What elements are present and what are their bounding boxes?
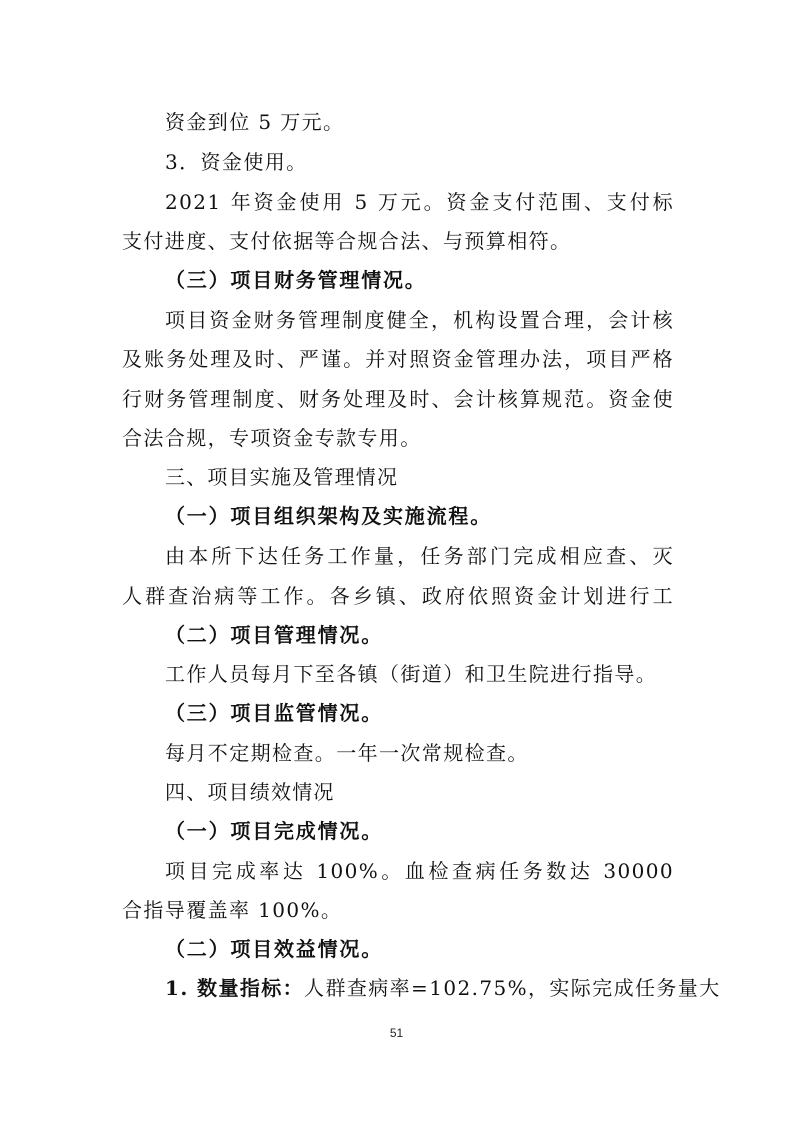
paragraph-supervision: 每月不定期检查。一年一次常规检查。: [165, 741, 529, 765]
chapter-heading-performance: 四、项目绩效情况: [165, 780, 335, 804]
section-heading-completion: （一）项目完成情况。: [165, 819, 383, 843]
paragraph-quantity-indicator: [165, 974, 721, 1002]
section-heading-benefits: （二）项目效益情况。: [165, 937, 383, 961]
paragraph-financial-line-2: 及账务处理及时、严谨。并对照资金管理办法，项目严格: [122, 347, 674, 371]
section-heading-supervision: （三）项目监管情况。: [165, 701, 383, 725]
paragraph-organization-line-2: 人群查治病等工作。各乡镇、政府依照资金计划进行工: [122, 584, 674, 608]
quantity-indicator-label: 1. 数量指标：: [165, 976, 305, 1000]
paragraph-financial-line-3: 行财务管理制度、财务处理及时、会计核算规范。资金使: [122, 387, 674, 411]
paragraph-project-management: 工作人员每月下至各镇（街道）和卫生院进行指导。: [165, 662, 658, 686]
paragraph-completion-line-2: 合指导覆盖率 100%。: [122, 898, 343, 922]
section-heading-financial-management: （三）项目财务管理情况。: [165, 268, 427, 292]
paragraph-completion-line-1: 项目完成率达 100%。血检查病任务数达 30000: [165, 859, 674, 883]
subheading-funds-usage: 3．资金使用。: [165, 150, 308, 174]
paragraph-usage-line-2: 支付进度、支付依据等合规合法、与预算相符。: [122, 229, 572, 253]
section-heading-project-management: （二）项目管理情况。: [165, 623, 383, 647]
chapter-heading-implementation: 三、项目实施及管理情况: [165, 465, 399, 489]
paragraph-usage-line-1: 2021 年资金使用 5 万元。资金支付范围、支付标: [165, 190, 674, 214]
page-number: 51: [389, 1026, 404, 1040]
paragraph-financial-line-4: 合法合规，专项资金专款专用。: [122, 426, 422, 450]
section-heading-organization: （一）项目组织架构及实施流程。: [165, 504, 492, 528]
paragraph-financial-line-1: 项目资金财务管理制度健全，机构设置合理，会计核: [165, 308, 674, 332]
paragraph-funds-arrived: 资金到位 5 万元。: [165, 110, 345, 134]
paragraph-organization-line-1: 由本所下达任务工作量，任务部门完成相应查、灭: [165, 544, 674, 568]
quantity-indicator-text: 人群查病率=102.75%，实际完成任务量大: [304, 976, 721, 1000]
